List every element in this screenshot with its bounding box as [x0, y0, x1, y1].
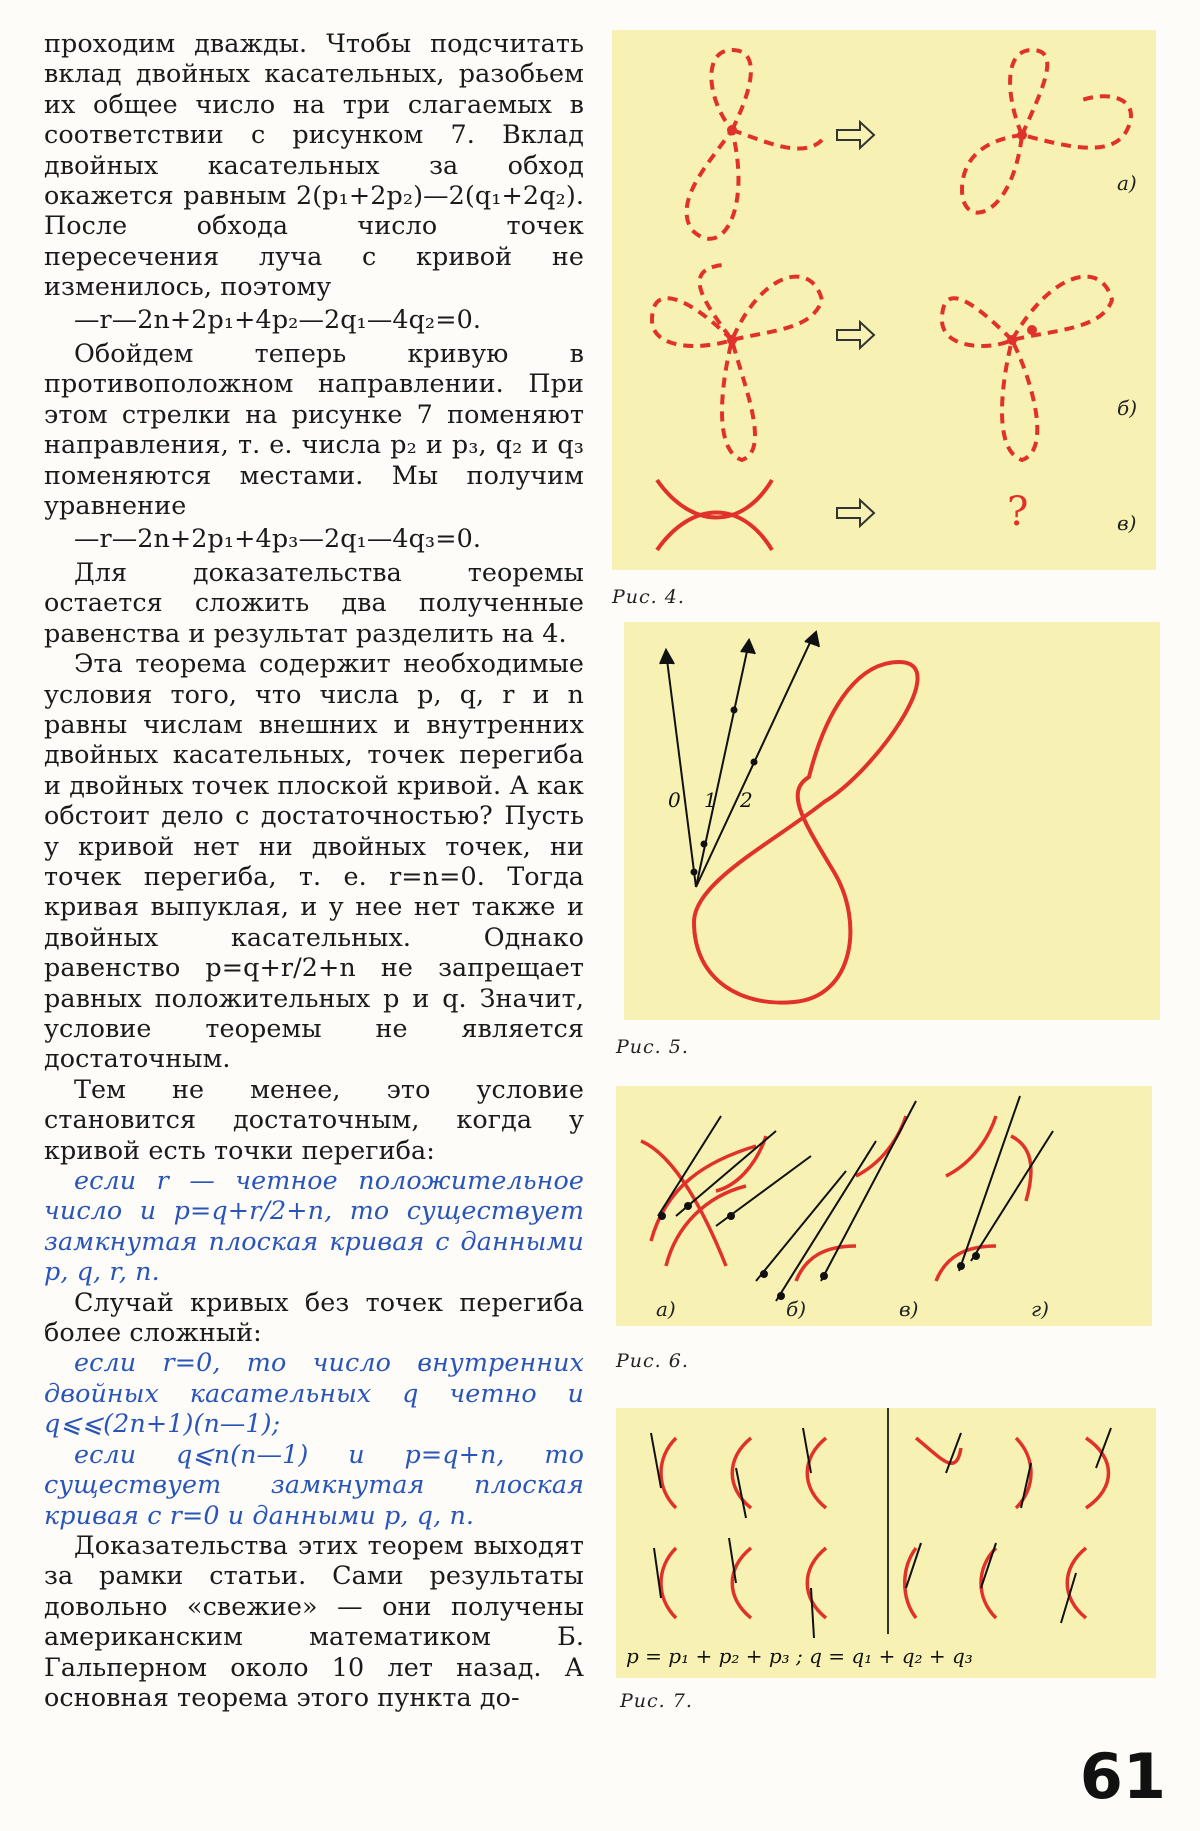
- label-a: а): [1117, 171, 1137, 195]
- page-number: 61: [1079, 1740, 1166, 1813]
- equation: —r—2n+2p₁+4p₃—2q₁—4q₃=0.: [74, 522, 482, 553]
- arrow-c: [837, 500, 874, 526]
- caption-fig6: Рис. 6.: [616, 1350, 689, 1372]
- theorem-statement: если r=0, то число внутренних двойных касательных q четно и q⩽⩽(2n+1)(n—1);: [44, 1347, 584, 1439]
- paragraph: проходим дважды. Чтобы подсчитать вклад двойных касательных, разобьем их общее число на три слагаемых в соответствии с рисунком 7. Вклад двойных касательных за обход окажется равным 2(p₁+2p₂)—2(q₁+2q₂). После обхода число точек пересечения луча с кривой не изменилось, поэтому: [44, 28, 584, 302]
- paragraph: Тем не менее, это условие становится достаточным, когда у кривой есть точки перегиба:: [44, 1073, 584, 1165]
- figure-7: [616, 1408, 1156, 1678]
- label-c: в): [899, 1297, 919, 1321]
- arrow-a: [837, 122, 874, 148]
- curve-a-left-2: [732, 130, 822, 149]
- theorem-statement: если r — четное положительное число и p=q+r/2+n, то существует замкнутая плоская кривая с данными p, q, r, n.: [44, 1165, 584, 1287]
- ray-label-2: 2: [740, 788, 753, 812]
- theorem-statement: если q⩽n(n—1) и p=q+n, то существует замкнутая плоская кривая с r=0 и данными p, q, n.: [44, 1438, 584, 1530]
- caption-fig5: Рис. 5.: [616, 1036, 689, 1058]
- figure-5: [624, 622, 1160, 1020]
- caption-fig7: Рис. 7.: [620, 1690, 693, 1712]
- paragraph: Для доказательства теоремы остается сложить два полученные равенства и результат разделить на 4.: [44, 556, 584, 648]
- curve-b-right: [942, 277, 1112, 460]
- ray-label-0: 0: [668, 788, 681, 812]
- question-mark: ?: [1007, 489, 1029, 535]
- ray-0: [666, 652, 696, 887]
- label-b: б): [786, 1297, 807, 1321]
- curve-a-right-2: [962, 135, 1022, 213]
- ray-1: [696, 642, 749, 887]
- paragraph: Доказательства этих теорем выходят за рамки статьи. Сами результаты довольно «свежие» — они получены американским математиком Б. Гальперном около 10 лет назад. А основная теорема этого пункта до-: [44, 1529, 584, 1712]
- ray-label-1: 1: [704, 788, 717, 812]
- curve-a-left: [687, 50, 751, 239]
- paragraph: Эта теорема содержит необходимые условия того, что числа p, q, r и n равны числам внешних и внутренних двойных касательных, точек перегиба и двойных точек плоской кривой. А как обстоит дело с достаточностью? Пусть у кривой нет ни двойных точек, ни точек перегиба, т. е. r=n=0. Тогда кривая выпуклая, и у нее нет также и двойных касательных. Однако равенство p=q+r/2+n не запрещает равных положительных p и q. Значит, условие теоремы не является достаточным.: [44, 648, 585, 1074]
- figure-eight-curve: [694, 662, 918, 1003]
- equation: —r—2n+2p₁+4p₂—2q₁—4q₂=0.: [74, 303, 482, 334]
- label-c: в): [1117, 511, 1137, 535]
- fig7-formula: p = p₁ + p₂ + p₃ ; q = q₁ + q₂ + q₃: [626, 1644, 973, 1668]
- figure-4: [612, 30, 1156, 570]
- curve-a-right: [1010, 50, 1131, 148]
- paragraph: Обойдем теперь кривую в противоположном направлении. При этом стрелки на рисунке 7 поменяют направления, т. е. числа p₂ и p₃, q₂ и q₃ поменяются местами. Мы получим уравнение: [44, 338, 584, 521]
- text-column: [44, 28, 584, 1712]
- curve-b-left: [652, 265, 822, 460]
- label-b: б): [1117, 396, 1138, 420]
- figure-6: [616, 1086, 1152, 1326]
- arrow-b: [837, 322, 874, 348]
- paragraph: Случай кривых без точек перегиба более сложный:: [44, 1286, 584, 1348]
- caption-fig4: Рис. 4.: [612, 586, 685, 608]
- label-a: а): [656, 1297, 676, 1321]
- label-d: г): [1031, 1297, 1049, 1321]
